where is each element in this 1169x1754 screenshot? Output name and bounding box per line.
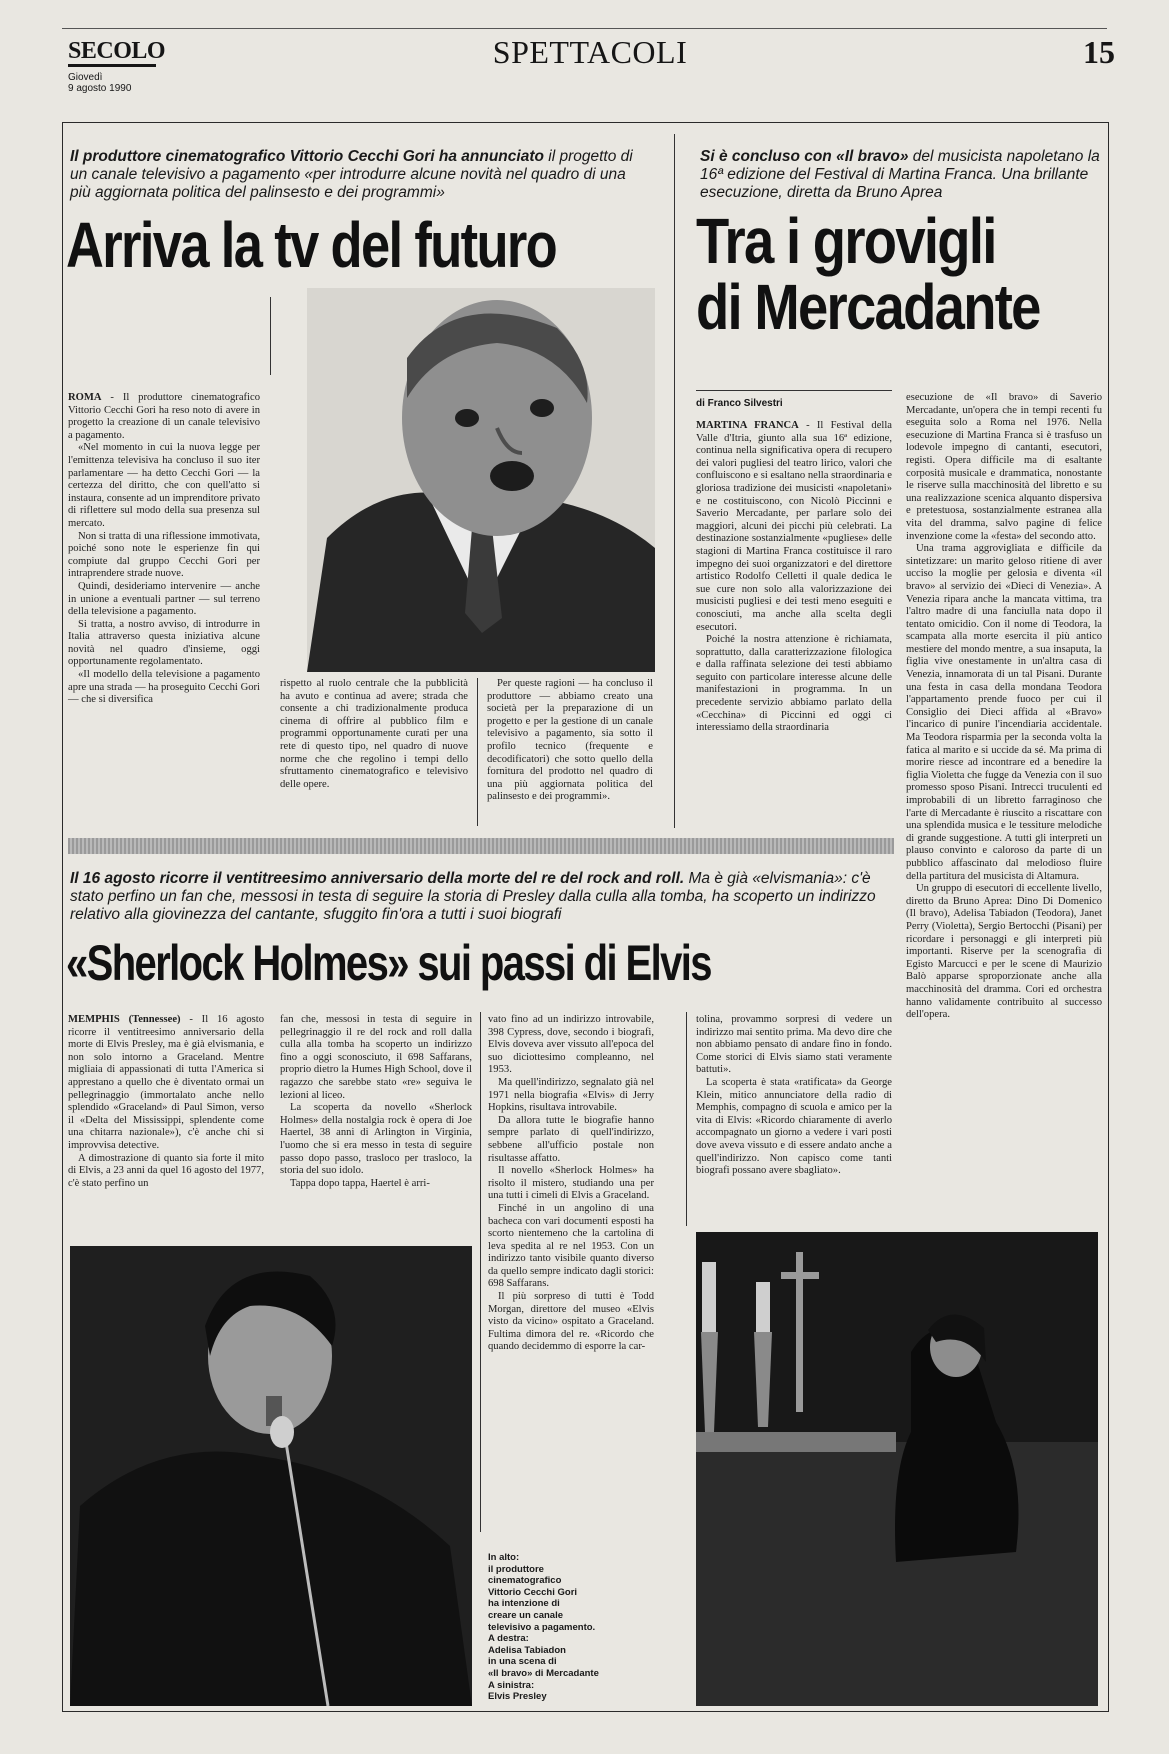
article3-p5: Tappa dopo tappa, Haertel è arri- [290, 1177, 430, 1189]
section-title: SPETTACOLI [492, 34, 688, 70]
article3-col2 [280, 1014, 472, 1190]
article1-p2: «Nel momento in cui la nuova legge per l'emittenza televisiva ha concluso il suo iter parlamentare — ha detto Cecchi Gori — la certezza del diritto, che con quell'atto si instaura, consente ad un imprenditore privato di riflettere sul modo della sua presenza sul mercato. [68, 442, 260, 529]
page-number: 15 [1083, 34, 1115, 70]
article2-kicker-rest: del musicista napoletano la 16ª edizione del Festival di Martina Franca. Una brillante esecuzione, diretta da Bruno Aprea [700, 148, 1100, 201]
article1-col3 [487, 678, 653, 804]
byline-rule [696, 390, 892, 391]
article3-p1: - Il 16 agosto ricorre il ventitreesimo anniversario della morte di Elvis Presley, ma è già elvismania, e non solo intorno a Graceland. Mentre migliaia di appassionati di tutta l'America si apprestano a quello che è diventato ormai un pellegrinaggio (immortalato anche nello splendido «Graceland» di Paul Simon, verso il «Delta del Mississippi, splendente come una chitarra nazionale»), c'è anche chi si improvvisa detective. [68, 1014, 264, 1151]
top-rule [62, 28, 1107, 29]
article3-p3: fan che, messosi in testa di seguire in pellegrinaggio il re del rock and roll dalla culla alla tomba ha scoperto un indirizzo fino a oggi sconosciuto, il 698 Saffarans, proprio dietro la Humes High School, dove il ragazzo che sarebbe stato «re» seguiva le lezioni al liceo. [280, 1014, 472, 1101]
caption-line: A destra: [488, 1633, 529, 1645]
caption-line: televisivo a pagamento. [488, 1621, 596, 1633]
article3-p12: tolina, provammo sorpresi di vedere un indirizzo mai sentito prima. Ma devo dire che non abbiamo pensato di andare fino in fondo. Come storici di Elvis siamo stati veramente battuti». [696, 1014, 892, 1076]
caption-line: creare un canale [488, 1609, 563, 1621]
article3-col-rule [480, 1012, 481, 1532]
article2-byline: di Franco Silvestri [696, 398, 783, 409]
article3-col1 [68, 1014, 264, 1190]
article1-col-rule2 [477, 678, 478, 826]
article3-kicker-bold: Il 16 agosto ricorre il ventitreesimo anniversario della morte del re del rock and roll. [70, 870, 685, 887]
article3-col3 [488, 1014, 654, 1354]
article3-p10: Finché in un angolino di una bacheca con vari documenti esposti ha scorto nientemeno che la cartolina di leva spedita al re nel 1953. Con un indirizzo tanto visibile quanto diverso da quello sempre indicato dagli storici: 698 Saffarans. [488, 1202, 654, 1290]
article1-kicker [70, 148, 640, 202]
article3-headline: «Sherlock Holmes» sui passi di Elvis [66, 935, 711, 991]
article3-p7: Ma quell'indirizzo, segnalato già nel 1971 nella biografia «Elvis» di Jerry Hopkins, risultava introvabile. [488, 1076, 654, 1114]
caption-line: Elvis Presley [488, 1691, 547, 1703]
article3-p9: Il novello «Sherlock Holmes» ha risolto il mistero, studiando una per una tutti i cimeli di Elvis a Graceland. [488, 1165, 654, 1202]
article1-kicker-rest: il progetto di un canale televisivo a pagamento «per introdurre alcune novità nel quadro di una più aggiornata politica del palinsesto e dei programmi» [70, 148, 633, 201]
article1-dateline: ROMA [68, 392, 102, 403]
article1-kicker-bold: Il produttore cinematografico Vittorio Cecchi Gori ha annunciato [70, 148, 544, 165]
article1-p5: Si tratta, a nostro avviso, di introdurre in Italia attraverso questa iniziativa alcune novità nel quadro d'insieme, oggi opportunamente regolamentato. [68, 618, 260, 668]
date-full: 9 agosto 1990 [68, 83, 132, 94]
article2-kicker-bold: Si è concluso con «Il bravo» [700, 148, 909, 165]
article2-col1 [696, 420, 892, 735]
article1-col-rule [270, 297, 271, 375]
caption-line: Vittorio Cecchi Gori [488, 1586, 578, 1598]
article3-p13: La scoperta è stata «ratificata» da George Klein, mitico annunciatore della radio di Memphis, compagno di scuola e amico per la vita di Elvis: «Ricordo chiaramente di averlo accompagnato un giorno a vedere i vari posti dove aveva vissuto e di essere andato anche a quell'indirizzo. Non capisco come tanti biografi possano avere sbagliato». [696, 1076, 892, 1177]
opera-illustration [696, 1232, 1098, 1706]
article1-p1: - Il produttore cinematografico Vittorio Cecchi Gori ha reso noto di avere in progetto la creazione di un canale televisivo a pagamento. [68, 392, 260, 441]
article2-dateline: MARTINA FRANCA [696, 420, 799, 431]
article1-col3-text: Per queste ragioni — ha concluso il produttore — abbiamo creato una società per la preparazione di un progetto e per la gestione di un canale televisivo a pagamento, sia sotto il profilo tecnico (frequente e decodificatori) che sotto quello della fornitura del prodotto nel quadro di una più aggiornata politica del palinsesto e dei programmi». [487, 678, 653, 803]
article2-col2 [906, 392, 1102, 1022]
article3-kicker-rest: Ma è già «elvismania»: c'è stato perfino un fan che, messosi in testa di seguire la storia di Presley dalla culla alla tomba, ha scoperto un indirizzo relativo alla giovinezza del cantante, sfuggito fin'ora a tutti i suoi biografi [70, 870, 876, 923]
photo-caption [488, 1552, 658, 1703]
caption-line: ha intenzione di [488, 1598, 560, 1610]
article2-kicker [700, 148, 1100, 202]
article3-col-rule2 [686, 1012, 687, 1226]
article1-p4: Quindi, desideriamo intervenire — anche in unione a eventuali partner — sul terreno della televisione a pagamento. [68, 580, 260, 618]
article2-p5: Un gruppo di esecutori di eccellente livello, diretto da Bruno Aprea: Dino Di Domenico (Il bravo), Adelisa Tabiadon (Teodora), Janet Perry (Violetta), Sergio Bertocchi (Pisani) per ricordare i personaggi e gli interpreti più importanti. Riserve per la scenografia di Egisto Marcucci e per le scene di Maurizio Balò apparse sproporzionate anche alla macchinosità del dramma. Cori ed orchestra hanno validamente contribuito al successo dell'opera. [906, 883, 1102, 1021]
article3-p2: A dimostrazione di quanto sia forte il mito di Elvis, a 23 anni da quel 16 agosto del 1977, c'è stato perfino un [68, 1152, 264, 1189]
article2-p3: esecuzione de «Il bravo» di Saverio Mercadante, un'opera che in tempi recenti fu eseguita solo a Roma nel 1976. Nella esecuzione di Martina Franca si è trasfuso un lodevole impegno di cantanti, esecutori, registi. Opera difficile ma di esaltante corposità musicale e drammatica, nonostante le riserve sulla macchinosità del libretto e su una realizzazione scenica alquanto dispersiva e pretestuosa, sostanzialmente estranea alla vita del dramma, salvo pagine di felice invenzione come la «festa» del secondo atto. [906, 392, 1102, 542]
article3-p11: Il più sorpreso di tutti è Todd Morgan, direttore del museo «Elvis visto da vicino» ospitato a Graceland. Fultima dimora del re. «Ricordo che quando decidemmo di esporre la car- [488, 1291, 654, 1353]
portrait-illustration [307, 288, 655, 672]
article2-headline-line1: Tra i grovigli [696, 205, 996, 277]
article2-p4: Una trama aggrovigliata e difficile da sintetizzare: un marito geloso ritiene di aver ucciso la moglie per gelosia e diventa «il bravo» al servizio dei «Dieci di Venezia». A Venezia ripara anche la mancata vittima, tra l'altro madre di una fanciulla nata dopo il tentato omicidio. Con il nome di Teodora, la scampata alla morte esercita il più antico mestiere del mondo mentre, a sua insaputa, la figlia vive onestamente in un'altra casa di Venezia, innamorata di un tal Pisani. Durante una festa in casa della mondana Teodora l'appartamento prende fuoco per cui il Consiglio dei Dieci affida al «Bravo» l'incarico di punire l'incendiaria accidentale. Ma Teodora risparmia per la seconda volta la fatica al marito e si uccide da sé. Ma prima di morire riesce ad incontrare ed a benedire la figlia Violetta che fugge da Venezia con il suo promesso sposo Pisani. Intrecci truculenti ed improbabili di un libretto farraginoso che l'arte di Mercadante è riuscito a riscattare con una splendida musica e le tessiture melodiche di grande suggestione. A tutti gli interpreti un plauso convinto e caloroso da parte di un pubblico affascinato dal melodioso fluire della partitura del musicista di Altamura. [906, 543, 1102, 882]
separator-band [68, 838, 894, 854]
elvis-illustration [70, 1246, 472, 1706]
article2-headline [696, 205, 1040, 343]
opera-scene-photo [696, 1232, 1098, 1706]
article3-kicker [70, 870, 900, 924]
article1-col2-text: rispetto al ruolo centrale che la pubblicità ha avuto e continua ad avere; strada che consente a chi tradizionalmente produca cinema di offrire al pubblico film e programmi opportunamente curati per una rete di questo tipo, nel quadro di nuove norme che che regolino i tempi dello sfruttamento cinematografico e televisivo delle opere. [280, 678, 468, 790]
article2-p2: Poiché la nostra attenzione è richiamata, soprattutto, dalla caratterizzazione filologica e dalla raffinata selezione dei testi abbiamo seguito con particolare interesse alcune delle manifestazioni in programma. In un precedente servizio abbiamo parlato della «Cecchina» di Piccinni ed oggi ci interessiamo della straordinaria [696, 634, 892, 734]
masthead-rule [68, 64, 156, 67]
date-weekday: Giovedì [68, 72, 103, 83]
article2-headline-line2: di Mercadante [696, 271, 1040, 343]
cecchi-gori-photo [307, 288, 655, 672]
article3-dateline: MEMPHIS (Tennessee) [68, 1014, 181, 1025]
caption-line: in una scena di [488, 1656, 557, 1668]
elvis-photo [70, 1246, 472, 1706]
masthead-name: SECOLO [68, 38, 166, 64]
caption-line: A sinistra: [488, 1679, 535, 1691]
article3-p6: vato fino ad un indirizzo introvabile, 398 Cypress, dove, secondo i biografi, Elvis doveva aver vissuto all'epoca del suo diciottesimo compleanno, nel 1953. [488, 1014, 654, 1076]
caption-line: «Il bravo» di Mercadante [488, 1667, 599, 1679]
caption-line: In alto: [488, 1552, 520, 1563]
article3-p8: Da allora tutte le biografie hanno sempre parlato di quell'indirizzo, sebbene all'ufficio postale non risultasse affatto. [488, 1114, 654, 1164]
article1-headline: Arriva la tv del futuro [66, 209, 557, 281]
caption-line: Adelisa Tabiadon [488, 1644, 566, 1656]
article3-p4: La scoperta da novello «Sherlock Holmes» della nostalgia rock è opera di Joe Haertel, 38 anni di Arlington in Virginia, l'uomo che si era messo in testa di seguire passo dopo passo, trasloco per trasloco, la storia del suo idolo. [280, 1102, 472, 1177]
caption-line: il produttore [488, 1563, 544, 1575]
article2-p1: - Il Festival della Valle d'Itria, giunto alla sua 16ª edizione, continua nella significativa opera di recupero dei valori pugliesi del teatro lirico, valori che confluiscono e si esaltano nella straordinaria e gloriosa tradizione dei musicisti «napoletani» e ne costituiscono, con Nicolò Piccinni e Saverio Mercadante, per parlare solo dei maggiori, alcuni dei picchi più celebrati. La destinazione sostanzialmente «pugliese» delle stagioni di Martina Franca costituisce il raro impegno dei suoi organizzatori e del direttore artistico Rodolfo Celletti il quale dedica le sue cure non solo alla valorizzazione dei musicisti pugliesi e dei testi meno eseguiti e conosciuti, ma anche alla scelta degli esecutori. [696, 420, 892, 633]
article1-p3: Non si tratta di una riflessione immotivata, poiché sono note le esperienze fin qui compiute dal gruppo Cecchi Gori per intraprendere strade nuove. [68, 530, 260, 580]
caption-line: cinematografico [488, 1575, 562, 1587]
article3-col4 [696, 1014, 892, 1178]
masthead-date [68, 72, 131, 94]
article-divider [674, 134, 675, 828]
article1-col1 [68, 392, 260, 707]
article1-p6: «Il modello della televisione a pagamento apre una strada — ha proseguito Cecchi Gori — che si diversifica [68, 669, 260, 706]
article1-col2 [280, 678, 468, 791]
